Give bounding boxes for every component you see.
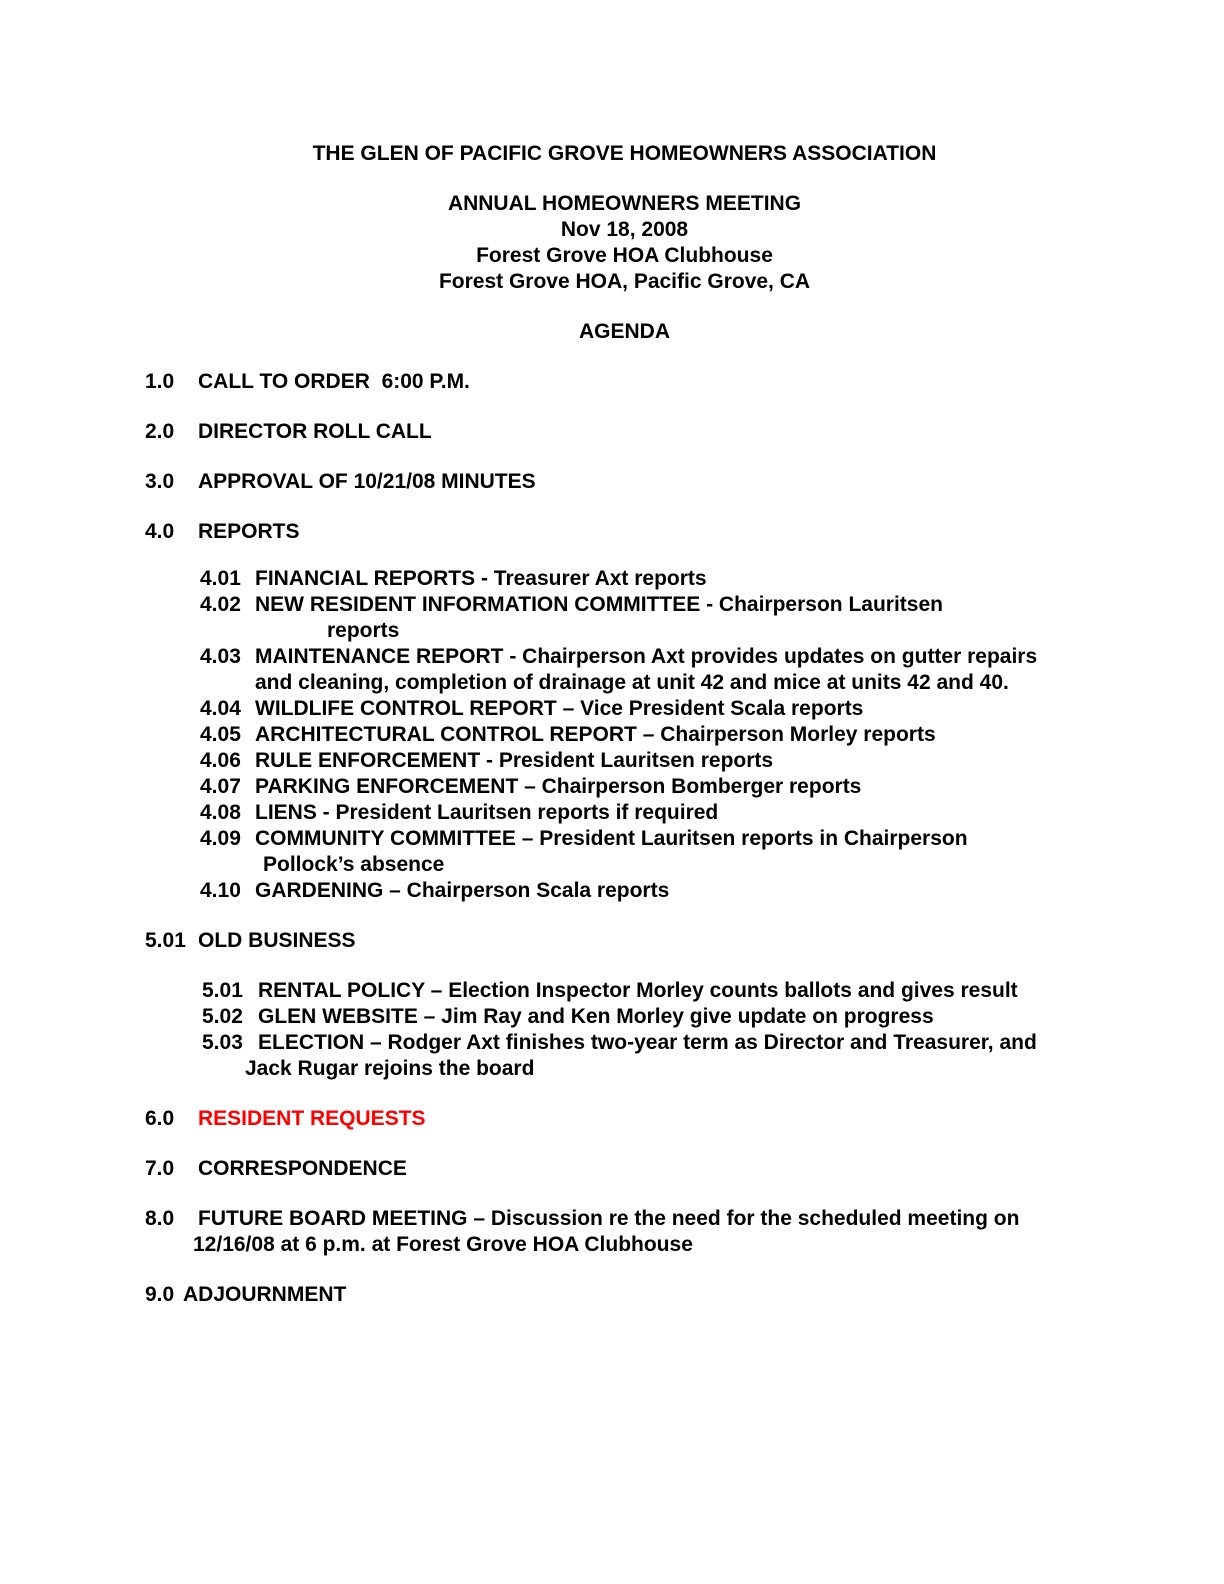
item-number: 4.02: [200, 593, 241, 616]
meeting-type: ANNUAL HOMEOWNERS MEETING: [447, 192, 802, 215]
item-label: PARKING ENFORCEMENT – Chairperson Bomberger reports: [255, 775, 862, 798]
item-number: 4.06: [200, 749, 241, 772]
association-title: THE GLEN OF PACIFIC GROVE HOMEOWNERS ASSOCIATION: [312, 142, 937, 165]
item-number: 4.08: [200, 801, 241, 824]
item-label: FINANCIAL REPORTS - Treasurer Axt reports: [255, 567, 707, 590]
item-label: reports: [327, 619, 400, 642]
item-label: REPORTS: [198, 520, 300, 543]
report-item-4-04: [200, 696, 1104, 722]
item-number: 5.01: [145, 929, 186, 952]
item-label: MAINTENANCE REPORT - Chairperson Axt provides updates on gutter repairs: [255, 645, 1038, 668]
report-item-4-06: [200, 748, 1104, 774]
report-item-4-03: [200, 644, 1104, 670]
old-business-item-5-02: [202, 1004, 1104, 1030]
item-label: Jack Rugar rejoins the board: [245, 1057, 535, 1080]
item-label: CORRESPONDENCE: [198, 1157, 407, 1180]
item-number: 1.0: [145, 370, 175, 393]
report-item-4-02-continuation: [327, 618, 1104, 644]
old-business-item-5-03-continuation: [245, 1056, 1104, 1082]
item-number: 8.0: [145, 1207, 175, 1230]
item-number: 4.03: [200, 645, 241, 668]
item-label: APPROVAL OF 10/21/08 MINUTES: [198, 470, 536, 493]
future-board-meeting-line-1: [145, 1206, 1104, 1232]
item-label: ELECTION – Rodger Axt finishes two-year term as Director and Treasurer, and: [258, 1031, 1037, 1054]
item-number: 5.01: [202, 979, 243, 1002]
future-board-meeting-line-2: [193, 1232, 1104, 1258]
item-number: 2.0: [145, 420, 175, 443]
meeting-date: Nov 18, 2008: [560, 218, 689, 241]
report-item-4-05: [200, 722, 1104, 748]
item-label: RENTAL POLICY – Election Inspector Morley counts ballots and gives result: [258, 979, 1018, 1002]
item-number: 5.02: [202, 1005, 243, 1028]
item-label: COMMUNITY COMMITTEE – President Lauritsen reports in Chairperson: [255, 827, 968, 850]
agenda-item-call-to-order: [145, 369, 1104, 395]
old-business-item-5-03: [202, 1030, 1104, 1056]
item-label: NEW RESIDENT INFORMATION COMMITTEE - Chairperson Lauritsen: [255, 593, 943, 616]
item-label: Pollock’s absence: [263, 853, 445, 876]
item-label: WILDLIFE CONTROL REPORT – Vice President Scala reports: [255, 697, 864, 720]
agenda-item-approval-of-minutes: [145, 469, 1104, 495]
agenda-item-resident-requests: [145, 1106, 1104, 1132]
agenda-item-reports: [145, 519, 1104, 545]
item-label: ADJOURNMENT: [183, 1283, 347, 1306]
item-label: LIENS - President Lauritsen reports if required: [255, 801, 719, 824]
report-item-4-10: [200, 878, 1104, 904]
item-label: GLEN WEBSITE – Jim Ray and Ken Morley give update on progress: [258, 1005, 934, 1028]
item-number: 4.0: [145, 520, 175, 543]
item-label: GARDENING – Chairperson Scala reports: [255, 879, 670, 902]
item-label: DIRECTOR ROLL CALL: [198, 420, 432, 443]
agenda-item-future-board-meeting: [145, 1206, 1104, 1258]
item-label: and cleaning, completion of drainage at unit 42 and mice at units 42 and 40.: [255, 671, 1009, 694]
document-header: [145, 141, 1104, 167]
item-label: CALL TO ORDER 6:00 P.M.: [198, 370, 470, 393]
item-number: 9.0: [145, 1283, 175, 1306]
item-number: 6.0: [145, 1107, 175, 1130]
agenda-item-correspondence: [145, 1156, 1104, 1182]
item-label: FUTURE BOARD MEETING – Discussion re the need for the scheduled meeting on: [198, 1207, 1020, 1230]
item-number: 4.09: [200, 827, 241, 850]
item-number: 3.0: [145, 470, 175, 493]
report-item-4-09-continuation: [263, 852, 1104, 878]
item-label: ARCHITECTURAL CONTROL REPORT – Chairperson Morley reports: [255, 723, 936, 746]
old-business-subsection: [202, 978, 1104, 1082]
agenda-item-adjournment: [145, 1282, 1104, 1308]
report-item-4-09: [200, 826, 1104, 852]
report-item-4-03-continuation: [255, 670, 1104, 696]
agenda-heading-wrap: [145, 319, 1104, 345]
item-number: 4.01: [200, 567, 241, 590]
report-item-4-01: [200, 566, 1104, 592]
item-number: 4.05: [200, 723, 241, 746]
item-number: 5.03: [202, 1031, 243, 1054]
report-item-4-07: [200, 774, 1104, 800]
meeting-venue-location: Forest Grove HOA, Pacific Grove, CA: [438, 270, 811, 293]
agenda-item-director-roll-call: [145, 419, 1104, 445]
item-label: RULE ENFORCEMENT - President Lauritsen reports: [255, 749, 774, 772]
item-number: 4.10: [200, 879, 241, 902]
old-business-item-5-01: [202, 978, 1104, 1004]
item-number: 7.0: [145, 1157, 175, 1180]
item-number: 4.04: [200, 697, 241, 720]
item-label-highlighted: RESIDENT REQUESTS: [198, 1107, 426, 1130]
reports-subsection: [200, 566, 1104, 904]
item-number: 4.07: [200, 775, 241, 798]
report-item-4-02: [200, 592, 1104, 618]
meeting-info: [145, 191, 1104, 295]
agenda-heading: AGENDA: [578, 320, 670, 343]
meeting-venue: Forest Grove HOA Clubhouse: [476, 244, 773, 267]
item-label: OLD BUSINESS: [198, 929, 356, 952]
agenda-item-old-business: [145, 928, 1104, 954]
item-label: 12/16/08 at 6 p.m. at Forest Grove HOA Clubhouse: [193, 1233, 693, 1256]
report-item-4-08: [200, 800, 1104, 826]
